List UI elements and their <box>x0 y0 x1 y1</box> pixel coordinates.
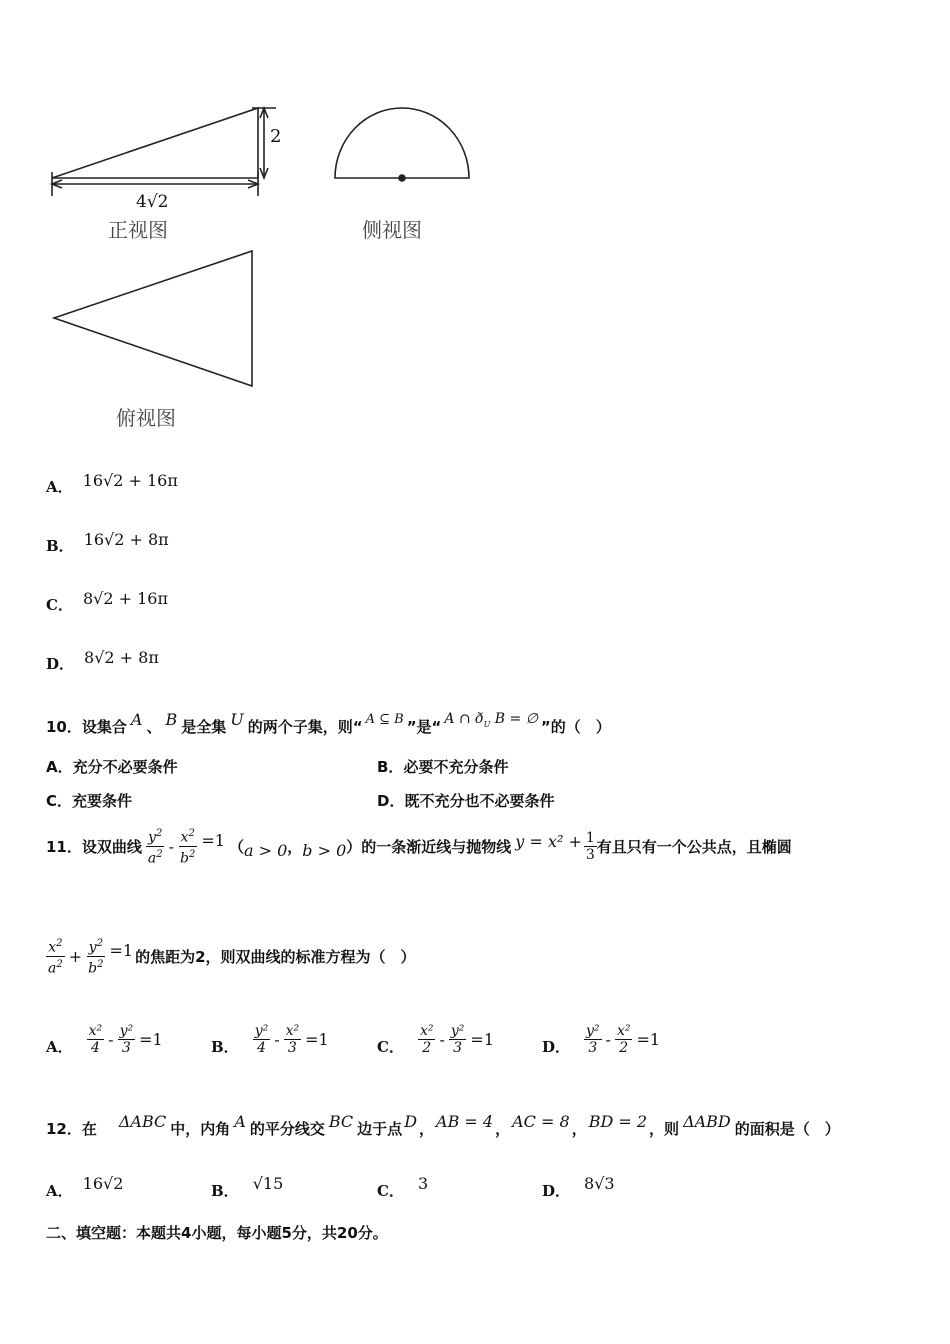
option-op: - <box>605 1030 611 1049</box>
condition-2-sub: U <box>483 719 491 729</box>
option-letter: D． <box>542 1182 571 1200</box>
bd-value: BD = 2 <box>588 1112 648 1131</box>
option-op: - <box>439 1030 445 1049</box>
option-expr: 8√3 <box>584 1174 615 1193</box>
condition-b: b > 0 <box>302 840 347 860</box>
condition-1: A ⊆ B <box>365 712 404 727</box>
option-term-2: $\frac{\text{x²}}{2}$ <box>616 1023 631 1056</box>
q11-stem-line1 <box>46 826 792 866</box>
q10-option-a[interactable] <box>46 756 178 777</box>
option-term-1: $\frac{\text{y²}}{3}$ <box>586 1023 600 1056</box>
q12-option-b[interactable] <box>211 1166 283 1201</box>
option-letter: A． <box>46 758 73 776</box>
q12-text-2: 中，内角 <box>170 1120 231 1138</box>
condition-2 <box>444 711 538 729</box>
q11-stem-line2 <box>46 936 416 976</box>
condition-2-main: A ∩ ð <box>444 710 484 727</box>
q9-option-b[interactable] <box>46 523 169 556</box>
q12-comma-1: ， <box>419 1120 435 1138</box>
front-view-caption: 正视图 <box>108 218 168 242</box>
q11-option-b[interactable] <box>211 1022 329 1057</box>
option-letter: C． <box>46 596 73 614</box>
q12-text-4: 边于点 <box>357 1120 403 1138</box>
option-expr: 16√2 <box>82 1174 124 1193</box>
q10-option-c[interactable] <box>46 790 132 811</box>
hyperbola-term-2: $\frac{x^2}{b^2}$ <box>180 828 196 867</box>
q11-text-4: 的焦距为2，则双曲线的标准方程为（ ） <box>135 947 416 966</box>
option-letter: C． <box>46 792 73 810</box>
option-expr: 3 <box>417 1174 429 1193</box>
side-view-caption: 侧视图 <box>362 218 422 242</box>
q11-comma: ， <box>287 837 303 856</box>
parabola-eq: y = x² + <box>515 831 582 851</box>
front-height-label: 2 <box>270 126 282 147</box>
option-letter: D． <box>377 792 405 810</box>
option-expr: √15 <box>252 1174 284 1193</box>
q12-text-6: 的面积是（ ） <box>734 1120 840 1138</box>
hyperbola-rhs: =1 <box>201 830 225 850</box>
option-letter: A． <box>46 1038 73 1056</box>
q10-text-2: 、 <box>146 718 162 736</box>
set-u: U <box>230 710 244 729</box>
angle-a: A <box>234 1112 246 1131</box>
option-term-2: $\frac{\text{y²}}{3}$ <box>119 1023 134 1056</box>
three-view-figures <box>0 0 500 440</box>
option-letter: B． <box>377 758 404 776</box>
q12-stem <box>46 1104 840 1139</box>
option-letter: D． <box>542 1038 571 1056</box>
condition-2-end: B = ∅ <box>494 710 538 727</box>
option-rhs: =1 <box>305 1030 329 1049</box>
q10-text-5: ”是“ <box>406 718 442 736</box>
option-letter: C． <box>377 1038 404 1056</box>
option-expr: 16√2 + 8π <box>83 530 169 549</box>
option-rhs: =1 <box>470 1030 494 1049</box>
option-letter: A． <box>46 1182 73 1200</box>
q12-option-d[interactable] <box>542 1166 615 1201</box>
q10-text-1: 10．设集合 <box>46 718 127 736</box>
q10-text-3: 是全集 <box>181 718 227 736</box>
q10-option-d[interactable] <box>377 790 554 811</box>
q12-comma-3: ， <box>571 1120 587 1138</box>
point-d: D <box>404 1112 418 1131</box>
set-a: A <box>130 710 143 729</box>
option-letter: B． <box>211 1038 239 1056</box>
option-op: - <box>274 1030 280 1049</box>
option-rhs: =1 <box>636 1030 661 1049</box>
q11-text-2: ）的一条渐近线与抛物线 <box>346 837 512 856</box>
option-text: 充要条件 <box>72 792 133 810</box>
option-expr: 8√2 + 16π <box>82 589 168 608</box>
q12-option-c[interactable] <box>377 1166 428 1201</box>
option-text: 充分不必要条件 <box>72 758 178 776</box>
option-letter: B． <box>211 1182 239 1200</box>
option-rhs: =1 <box>139 1030 163 1049</box>
ellipse-rhs: =1 <box>109 940 134 960</box>
q10-text-4: 的两个子集，则“ <box>247 718 363 736</box>
top-view-triangle <box>54 251 252 386</box>
hyperbola-term-1: $\frac{y^2}{a^2}$ <box>147 828 163 867</box>
q12-comma-2: ， <box>495 1120 511 1138</box>
q12-option-a[interactable] <box>46 1166 123 1201</box>
set-b: B <box>165 710 178 729</box>
ac-value: AC = 8 <box>512 1112 570 1131</box>
ab-value: AB = 4 <box>436 1112 494 1131</box>
option-letter: C． <box>377 1182 404 1200</box>
option-op: - <box>108 1030 114 1049</box>
front-width-label: 4√2 <box>136 192 169 212</box>
plus-sign: + <box>68 946 83 966</box>
section-heading: 二、填空题：本题共4小题，每小题5分，共20分。 <box>46 1224 388 1242</box>
q11-option-c[interactable] <box>377 1022 494 1057</box>
condition-a: a > 0 <box>243 840 288 860</box>
q12-text-3: 的平分线交 <box>249 1120 325 1138</box>
triangle-abd: ΔABD <box>683 1112 731 1131</box>
q11-paren-open: （ <box>228 837 244 856</box>
q9-option-c[interactable] <box>46 582 168 615</box>
q11-option-a[interactable] <box>46 1022 163 1057</box>
option-term-1: $\frac{\text{x²}}{2}$ <box>419 1023 434 1056</box>
option-expr: 8√2 + 8π <box>84 648 159 667</box>
q11-text-3: 有且只有一个公共点，且椭圆 <box>596 837 792 856</box>
option-text: 必要不充分条件 <box>403 758 509 776</box>
q11-text-1: 11．设双曲线 <box>46 837 142 856</box>
q10-option-b[interactable] <box>377 756 508 777</box>
triangle-abc: ΔABC <box>118 1112 167 1131</box>
option-expr: 16√2 + 16π <box>82 471 178 490</box>
parabola-fraction: $\frac{1}{3}$ <box>585 829 595 863</box>
minus-sign: - <box>168 836 175 856</box>
q12-text-5: ，则 <box>649 1120 680 1138</box>
option-letter: A． <box>46 478 73 496</box>
option-term-1: $\frac{\text{y²}}{4}$ <box>254 1023 269 1056</box>
segment-bc: BC <box>328 1112 354 1131</box>
q12-text-1: 12．在 <box>46 1120 97 1138</box>
ellipse-term-2: $\frac{y^2}{b^2}$ <box>88 938 104 977</box>
top-view-caption: 俯视图 <box>116 406 176 430</box>
option-term-2: $\frac{\text{x²}}{3}$ <box>285 1023 300 1056</box>
option-text: 既不充分也不必要条件 <box>404 792 555 810</box>
q10-stem <box>46 702 611 737</box>
front-view-triangle <box>52 108 276 196</box>
option-term-1: $\frac{\text{x²}}{4}$ <box>88 1023 103 1056</box>
side-view-semicircle <box>335 108 469 181</box>
q10-text-6: ”的（ ） <box>540 718 611 736</box>
option-letter: B． <box>46 537 74 555</box>
q9-option-a[interactable] <box>46 464 178 497</box>
option-letter: D． <box>46 655 75 673</box>
q11-option-d[interactable] <box>542 1022 660 1057</box>
q9-option-d[interactable] <box>46 641 159 674</box>
option-term-2: $\frac{\text{y²}}{3}$ <box>450 1023 465 1056</box>
ellipse-term-1: $\frac{x^2}{a^2}$ <box>48 938 63 977</box>
